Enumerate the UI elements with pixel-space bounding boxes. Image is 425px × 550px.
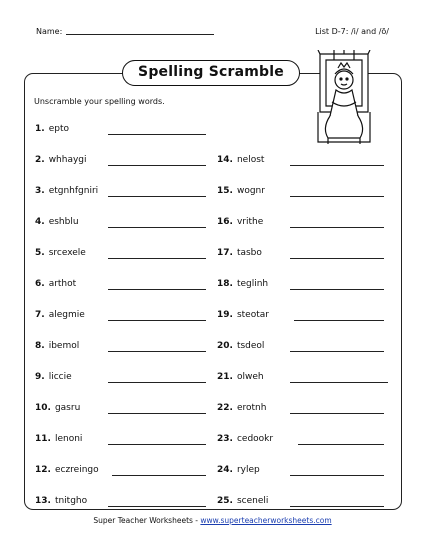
answer-line-5[interactable] xyxy=(108,258,206,259)
scrambled-word: etgnhfgniri xyxy=(48,186,99,196)
item-12: 12. eczreingo xyxy=(35,465,99,475)
scrambled-word: sceneli xyxy=(236,496,269,506)
scrambled-word: tsdeol xyxy=(236,341,265,351)
item-24: 24. rylep xyxy=(217,465,260,475)
item-2: 2. whhaygi xyxy=(35,155,87,165)
page-title: Spelling Scramble xyxy=(122,60,300,86)
scrambled-word: eczreingo xyxy=(54,465,99,475)
name-field[interactable] xyxy=(36,27,214,36)
item-21: 21. olweh xyxy=(217,372,264,382)
name-label: Name: xyxy=(36,27,63,36)
answer-line-14[interactable] xyxy=(290,165,384,166)
answer-line-23[interactable] xyxy=(298,444,384,445)
instructions: Unscramble your spelling words. xyxy=(34,97,165,106)
item-13: 13. tnitgho xyxy=(35,496,88,506)
scrambled-word: teglinh xyxy=(236,279,269,289)
item-5: 5. srcexele xyxy=(35,248,86,258)
answer-line-10[interactable] xyxy=(108,413,206,414)
item-16: 16. vrithe xyxy=(217,217,264,227)
answer-line-17[interactable] xyxy=(290,258,384,259)
item-3: 3. etgnhfgniri xyxy=(35,186,99,196)
item-11: 11. lenoni xyxy=(35,434,83,444)
item-7: 7. alegmie xyxy=(35,310,85,320)
scrambled-word: vrithe xyxy=(236,217,264,227)
item-17: 17. tasbo xyxy=(217,248,262,258)
item-22: 22. erotnh xyxy=(217,403,267,413)
scrambled-word: liccie xyxy=(48,372,72,382)
item-1: 1. epto xyxy=(35,124,69,134)
answer-line-21[interactable] xyxy=(290,382,388,383)
scrambled-word: olweh xyxy=(236,372,264,382)
answer-line-1[interactable] xyxy=(108,134,206,135)
footer-brand: Super Teacher Worksheets - xyxy=(93,516,201,525)
answer-line-4[interactable] xyxy=(108,227,206,228)
name-blank[interactable] xyxy=(66,34,214,35)
answer-line-24[interactable] xyxy=(290,475,384,476)
item-9: 9. liccie xyxy=(35,372,72,382)
scrambled-word: wognr xyxy=(236,186,265,196)
item-19: 19. steotar xyxy=(217,310,269,320)
answer-line-8[interactable] xyxy=(108,351,206,352)
scrambled-word: gasru xyxy=(54,403,81,413)
answer-line-16[interactable] xyxy=(290,227,384,228)
scrambled-word: ibemol xyxy=(48,341,80,351)
item-8: 8. ibemol xyxy=(35,341,80,351)
answer-line-2[interactable] xyxy=(108,165,206,166)
answer-line-15[interactable] xyxy=(290,196,384,197)
item-20: 20. tsdeol xyxy=(217,341,265,351)
answer-line-22[interactable] xyxy=(290,413,384,414)
answer-line-9[interactable] xyxy=(108,382,206,383)
answer-line-6[interactable] xyxy=(108,289,206,290)
item-23: 23. cedookr xyxy=(217,434,274,444)
answer-line-12[interactable] xyxy=(112,475,206,476)
scrambled-word: srcexele xyxy=(48,248,86,258)
answer-line-25[interactable] xyxy=(290,506,384,507)
scrambled-word: alegmie xyxy=(48,310,85,320)
answer-line-11[interactable] xyxy=(108,444,206,445)
scrambled-word: cedookr xyxy=(236,434,274,444)
answer-line-20[interactable] xyxy=(290,351,384,352)
scrambled-word: tasbo xyxy=(236,248,262,258)
item-6: 6. arthot xyxy=(35,279,77,289)
item-14: 14. nelost xyxy=(217,155,265,165)
princess-throne-icon xyxy=(314,50,374,146)
scrambled-word: steotar xyxy=(236,310,269,320)
item-15: 15. wognr xyxy=(217,186,265,196)
footer-link[interactable]: www.superteacherworksheets.com xyxy=(200,516,332,525)
answer-line-19[interactable] xyxy=(294,320,384,321)
answer-line-7[interactable] xyxy=(108,320,206,321)
answer-line-18[interactable] xyxy=(290,289,384,290)
footer xyxy=(0,516,425,525)
scrambled-word: nelost xyxy=(236,155,265,165)
scrambled-word: arthot xyxy=(48,279,77,289)
item-25: 25. sceneli xyxy=(217,496,269,506)
scrambled-word: tnitgho xyxy=(54,496,88,506)
scrambled-word: whhaygi xyxy=(48,155,87,165)
answer-line-13[interactable] xyxy=(108,506,206,507)
scrambled-word: epto xyxy=(48,124,69,134)
answer-line-3[interactable] xyxy=(108,196,206,197)
scrambled-word: erotnh xyxy=(236,403,267,413)
item-18: 18. teglinh xyxy=(217,279,269,289)
item-4: 4. eshblu xyxy=(35,217,79,227)
scrambled-word: rylep xyxy=(236,465,260,475)
scrambled-word: lenoni xyxy=(54,434,83,444)
scrambled-word: eshblu xyxy=(48,217,79,227)
list-identifier: List D-7: /i/ and /ō/ xyxy=(315,27,389,36)
item-10: 10. gasru xyxy=(35,403,81,413)
